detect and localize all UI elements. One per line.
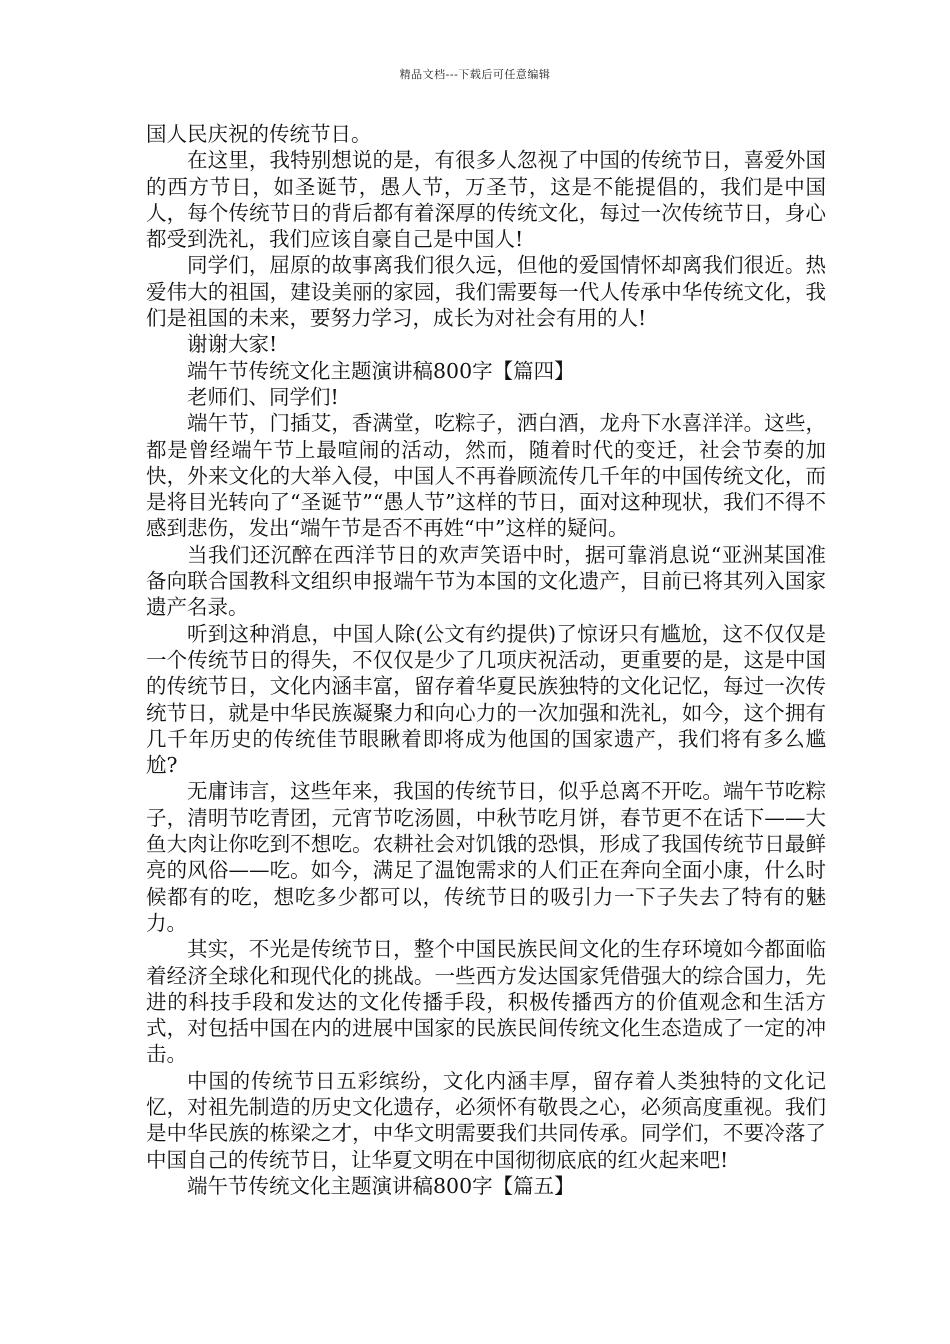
document-body bbox=[146, 121, 826, 1199]
page-header: 精品文档---下载后可任意编辑 bbox=[399, 68, 551, 81]
paragraph: 中国的传统节日五彩缤纷，文化内涵丰厚，留存着人类独特的文化记忆，对祖先制造的历史文化遗存，必须怀有敬畏之心，必须高度重视。我们是中华民族的栋梁之才，中华文明需要我们共同传承。同学们，不要冷落了中国自己的传统节日，让华夏文明在中国彻彻底底的红火起来吧! bbox=[146, 1068, 826, 1172]
paragraph: 其实，不光是传统节日，整个中国民族民间文化的生存环境如今都面临着经济全球化和现代化的挑战。一些西方发达国家凭借强大的综合国力，先进的科技手段和发达的文化传播手段，积极传播西方的价值观念和生活方式，对包括中国在内的进展中国家的民族民间传统文化生态造成了一定的冲击。 bbox=[146, 937, 826, 1067]
paragraph: 在这里，我特别想说的是，有很多人忽视了中国的传统节日，喜爱外国的西方节日，如圣诞节，愚人节，万圣节，这是不能提倡的，我们是中国人，每个传统节日的背后都有着深厚的传统文化，每过一次传统节日，身心都受到洗礼，我们应该自豪自己是中国人! bbox=[146, 148, 826, 252]
salutation: 老师们、同学们! bbox=[187, 384, 339, 409]
section-heading-5: 端午节传统文化主题演讲稿800字【篇五】 bbox=[187, 1173, 575, 1198]
paragraph: 国人民庆祝的传统节日。 bbox=[146, 122, 372, 146]
paragraph: 无庸讳言，这些年来，我国的传统节日，似乎总离不开吃。端午节吃粽子，清明节吃青团，元宵节吃汤圆，中秋节吃月饼，春节更不在话下——大鱼大肉让你吃到不想吃。农耕社会对饥饿的恐惧，形成了我国传统节日最鲜亮的风俗——吃。如今，满足了温饱需求的人们正在奔向全面小康，什么时候都有的吃，想吃多少都可以，传统节日的吸引力一下子失去了特有的魅力。 bbox=[146, 779, 826, 935]
paragraph: 当我们还沉醉在西洋节日的欢声笑语中时，据可靠消息说“亚洲某国准备向联合国教科文组织申报端午节为本国的文化遗产，目前已将其列入国家遗产名录。 bbox=[146, 542, 826, 620]
paragraph: 端午节，门插艾，香满堂，吃粽子，洒白酒，龙舟下水喜洋洋。这些，都是曾经端午节上最喧闹的活动，然而，随着时代的变迁，社会节奏的加快，外来文化的大举入侵，中国人不再眷顾流传几千年的中国传统文化，而是将目光转向了“圣诞节”“愚人节”这样的节日，面对这种现状，我们不得不感到悲伤，发出“端午节是否不再姓“中”这样的疑问。 bbox=[146, 411, 826, 541]
section-heading-4: 端午节传统文化主题演讲稿800字【篇四】 bbox=[187, 358, 575, 383]
paragraph: 同学们，屈原的故事离我们很久远，但他的爱国情怀却离我们很近。热爱伟大的祖国，建设美丽的家园，我们需要每一代人传承中华传统文化，我们是祖国的未来，要努力学习，成长为对社会有用的人! bbox=[146, 253, 826, 331]
closing-line: 谢谢大家! bbox=[187, 332, 278, 357]
paragraph: 听到这种消息，中国人除(公文有约提供)了惊讶只有尴尬，这不仅仅是一个传统节日的得失，不仅仅是少了几项庆祝活动，更重要的是，这是中国的传统节日，文化内涵丰富，留存着华夏民族独特的文化记忆，每过一次传统节日，就是中华民族凝聚力和向心力的一次加强和洗礼，如今，这个拥有几千年历史的传统佳节眼瞅着即将成为他国的国家遗产，我们将有多么尴尬? bbox=[146, 621, 826, 778]
